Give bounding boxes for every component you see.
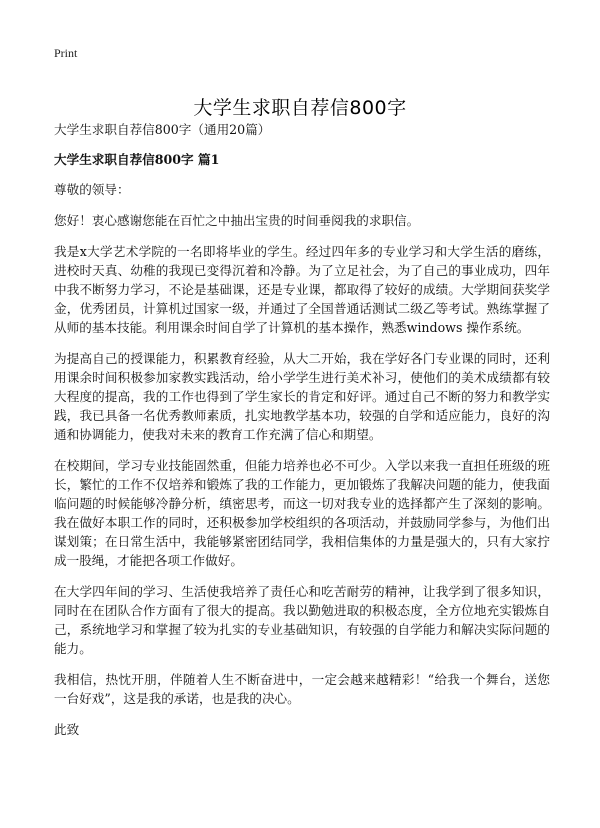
document-subtitle: 大学生求职自荐信800字（通用20篇） [54, 122, 271, 137]
paragraph-regards: 此致 [54, 722, 80, 737]
paragraph-closing: 我相信，热忱开朋，伴随着人生不断奋进中，一定会越来越精彩！“给我一个舞台，送您一台好戏”，这是我的承诺，也是我的决心。 [54, 672, 550, 706]
section-heading: 大学生求职自荐信800字 篇1 [54, 152, 220, 167]
print-link[interactable]: Print [54, 46, 78, 60]
page-title: 大学生求职自荐信800字 [193, 96, 407, 119]
paragraph-greeting: 您好！衷心感谢您能在百忙之中抽出宝贵的时间垂阅我的求职信。 [54, 213, 420, 228]
paragraph-personal-growth: 在大学四年间的学习、生活使我培养了责任心和吃苦耐劳的精神，让我学到了很多知识，同时在在团队合作方面有了很大的提高。我以勤勉进取的积极态度，全方位地充实锻炼自己，系统地学习和掌握了较为扎实的专业基础知识，有较强的自学能力和解决实际问题的能力。 [54, 584, 550, 656]
paragraph-introduction: 我是x大学艺术学院的一名即将毕业的学生。经过四年多的专业学习和大学生活的磨练，进校时天真、幼稚的我现已变得沉着和冷静。为了立足社会，为了自己的事业成功，四年中我不断努力学习，不论是基础课，还是专业课，都取得了较好的成绩。大学期间获奖学金，优秀团员，计算机过国家一级，并通过了全国普通话测试二级乙等考试。熟练掌握了从师的基本技能。利用课余时间自学了计算机的基本操作，熟悉windows 操作系统。 [54, 244, 550, 335]
paragraph-campus-activities: 在校期间，学习专业技能固然重，但能力培养也必不可少。入学以来我一直担任班级的班长，繁忙的工作不仅培养和锻炼了我的工作能力，更加锻炼了我解决问题的能力，使我面临问题的时候能够冷静分析，缜密思考，而这一切对我专业的选择都产生了深刻的影响。我在做好本职工作的同时，还积极参加学校组织的各项活动，并鼓励同学参与，为他们出谋划策；在日常生活中，我能够紧密团结同学，我相信集体的力量是强大的，只有大家拧成一股绳，才能把各项工作做好。 [54, 458, 550, 568]
document-body [54, 120, 550, 751]
salutation: 尊敬的领导： [54, 182, 130, 197]
paragraph-teaching-experience: 为提高自己的授课能力，积累教育经验，从大二开始，我在学好各门专业课的同时，还利用课余时间积极参加家教实践活动，给小学学生进行美术补习，使他们的美术成绩都有较大程度的提高，我的工作也得到了学生家长的肯定和好评。通过自己不断的努力和教学实践，我已具备一名优秀教师素质，扎实地教学基本功，较强的自学和适应能力，良好的沟通和协调能力，使我对未来的教育工作充满了信心和期望。 [54, 351, 550, 442]
